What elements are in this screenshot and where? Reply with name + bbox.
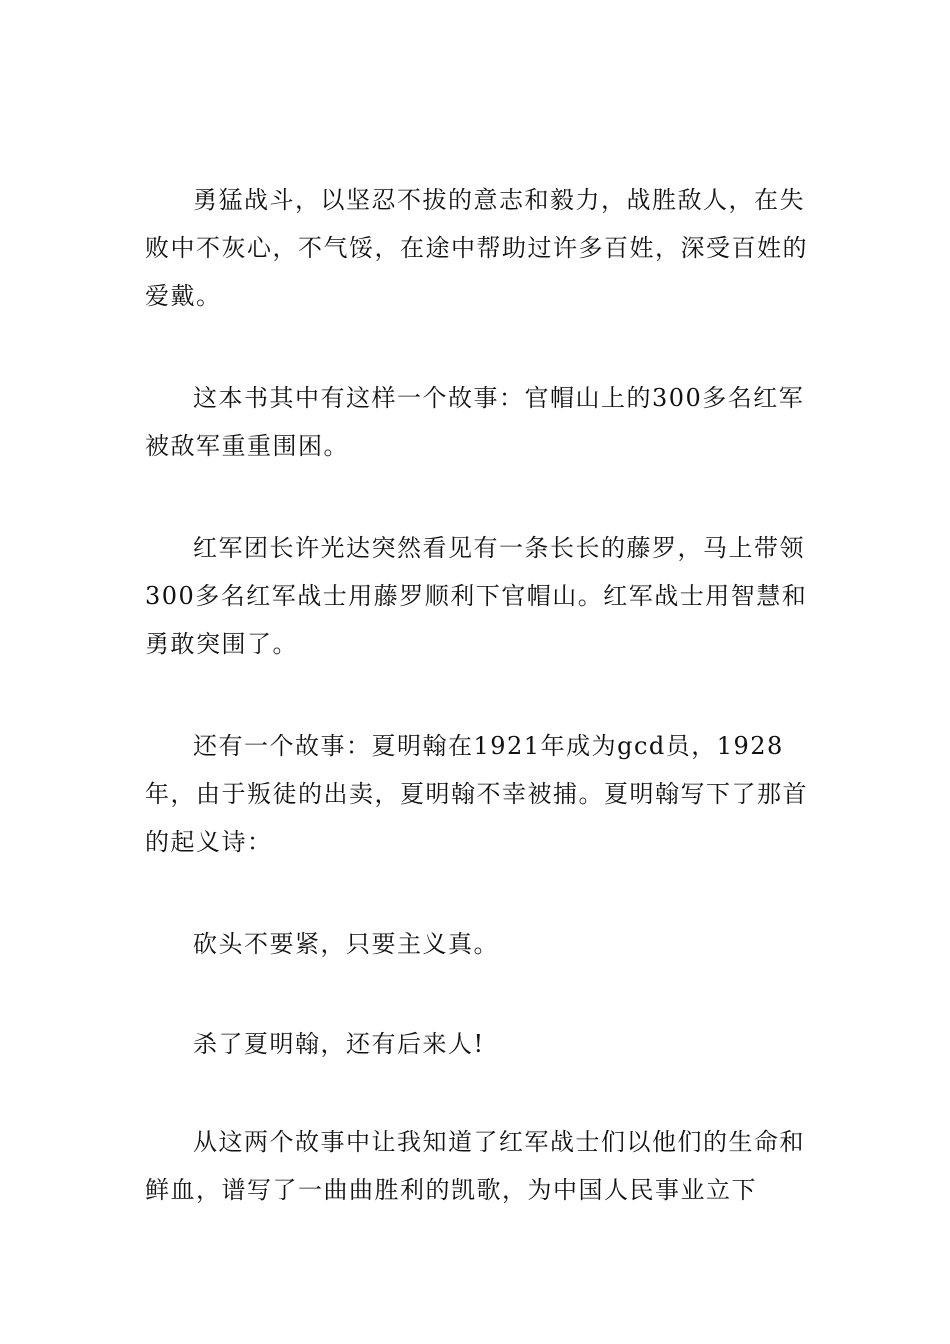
poem-line-1: 砍头不要紧，只要主义真。 — [193, 930, 499, 958]
paragraph-5: 从这两个故事中让我知道了红军战士们以他们的生命和鲜血，谱写了一曲曲胜利的凯歌，为中国人民事业立下 — [145, 1128, 805, 1204]
poem-line-2: 杀了夏明翰，还有后来人! — [193, 1030, 485, 1058]
paragraph-3: 红军团长许光达突然看见有一条长长的藤罗，马上带领300多名红军战士用藤罗顺利下官帽山。红军战士用智慧和勇敢突围了。 — [145, 534, 808, 658]
paragraph-1: 勇猛战斗，以坚忍不拔的意志和毅力，战胜敌人，在失败中不灰心，不气馁，在途中帮助过许多百姓，深受百姓的爱戴。 — [145, 186, 808, 310]
paragraph-2: 这本书其中有这样一个故事：官帽山上的300多名红军被敌军重重围困。 — [145, 384, 805, 460]
paragraph-4: 还有一个故事：夏明翰在1921年成为gcd员，1928年，由于叛徒的出卖，夏明翰不幸被捕。夏明翰写下了那首的起义诗： — [145, 732, 808, 856]
